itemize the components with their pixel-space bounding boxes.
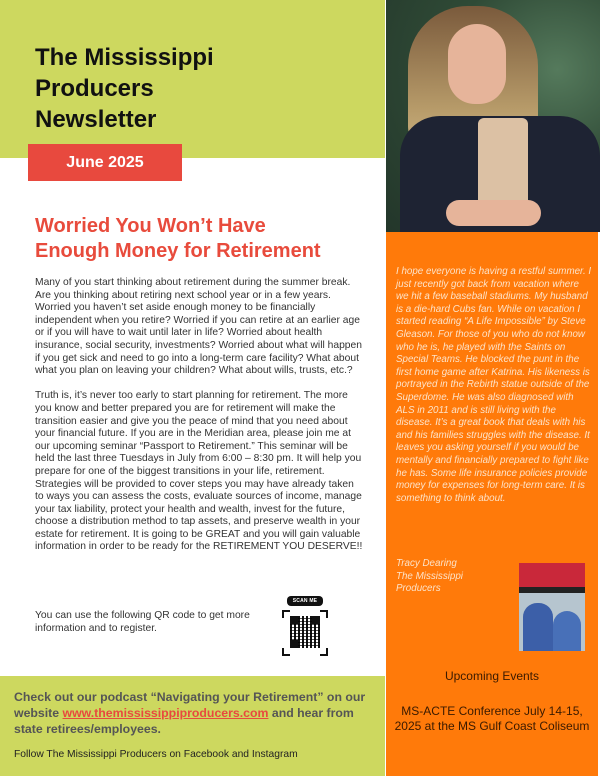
qr-corner-icon <box>320 610 328 618</box>
upcoming-event-item: MS-ACTE Conference July 14-15, 2025 at the MS Gulf Coast Coliseum <box>394 704 590 733</box>
article-paragraph: Many of you start thinking about retirement during the summer break. Are you thinking about retiring next school year or in a few years. Worried you haven’t set aside enough money to be financially independent when you retire? Worried if you can retire at an earlier age or if you will have to wait until later in life? Worried about health insurance, social security, investments? Worried about what will happen if you get sick and need to go into a long-term care facility? What about what you plan on leaving your children? What about wills, trusts, etc.? <box>35 277 362 377</box>
issue-date-badge: June 2025 <box>28 144 182 181</box>
headline-line-1: Worried You Won’t Have <box>35 215 266 237</box>
qr-corner-icon <box>320 648 328 656</box>
qr-code-block[interactable] <box>280 596 330 658</box>
title-line-1: The Mississippi <box>35 44 214 71</box>
website-link[interactable]: www.themississippiproducers.com <box>62 706 269 720</box>
newsletter-title <box>35 42 335 135</box>
signature-org-line-2: Producers <box>396 583 441 595</box>
qr-corner-icon <box>282 610 290 618</box>
qr-corner-icon <box>282 648 290 656</box>
podcast-text: Check out our podcast “Navigating your Retirement” on our website <box>14 690 366 720</box>
qr-instructions: You can use the following QR code to get more information and to register. <box>35 610 250 634</box>
title-line-2: Producers <box>35 75 154 102</box>
social-follow-text: Follow The Mississippi Producers on Facebook and Instagram <box>14 749 298 760</box>
qr-frame <box>282 610 328 656</box>
author-portrait <box>386 0 600 232</box>
podcast-promo <box>14 689 374 737</box>
wrigley-field-photo <box>519 563 585 651</box>
article-body <box>35 277 365 567</box>
portrait-face <box>448 24 506 104</box>
masthead <box>0 0 385 158</box>
article-paragraph: Truth is, it’s never too early to start planning for retirement. The more you know and better prepared you are for retirement will make the transition easier and give you the peace of mind that you need about your financial future. If you are in the Meridian area, please join me at our upcoming seminar “Passport to Retirement.” This seminar will be held the last three Tuesdays in July from 6:00 – 8:30 pm. It will help you prepare for one of the biggest transitions in your life, retirement. Strategies will be provided to cover steps you may have already taken to ways you can assess the costs, evaluate sources of income, manage your tax liability, protect your health and wealth, invest for the future, choose a distribution method to tap assets, and preserve wealth in your estate for retirement. It is going to be GREAT and you will gain valuable information in order to be ready for the RETIREMENT YOU DESERVE!! <box>35 390 363 553</box>
signature-name: Tracy Dearing <box>396 558 457 569</box>
portrait-hands <box>446 200 541 226</box>
signature-org-line-1: The Mississippi <box>396 570 463 582</box>
person-1 <box>523 603 553 651</box>
article-headline <box>35 214 375 264</box>
podcast-text-end: and hear from state retirees/employees. <box>14 706 354 736</box>
editor-letter: I hope everyone is having a restful summer. I just recently got back from vacation where we hit a few baseball stadiums. My husband is a die-hard Cubs fan. While on vacation I started reading “A Life Impossible” by Steve Gleason. For those of you who do not know who he is, he played with the Saints on Special Teams. He blocked the punt in the first home game after Katrina. His likeness is portrayed in the Rebirth statue outside of the Superdome. He was also diagnosed with ALS in 2011 and is still living with the disease. It’s a great book that deals with his and his families struggles with the disease. It leaves you asking yourself if you would be mentally and financially prepared to fight like he has. Some life insurance policies provide money for expenses for long-term care. It is something to think about. <box>396 266 592 504</box>
footer <box>0 676 385 776</box>
right-column <box>385 0 600 776</box>
stadium-sign <box>519 563 585 593</box>
editor-letter-panel <box>386 232 598 776</box>
qr-code-icon[interactable] <box>290 616 320 648</box>
person-2 <box>553 611 581 651</box>
editor-signature <box>396 558 463 596</box>
headline-line-2: Enough Money for Retirement <box>35 240 321 262</box>
title-line-3: Newsletter <box>35 106 157 133</box>
upcoming-events-heading: Upcoming Events <box>444 669 540 683</box>
portrait-blouse <box>478 118 528 212</box>
scan-me-label: SCAN ME <box>287 596 323 606</box>
